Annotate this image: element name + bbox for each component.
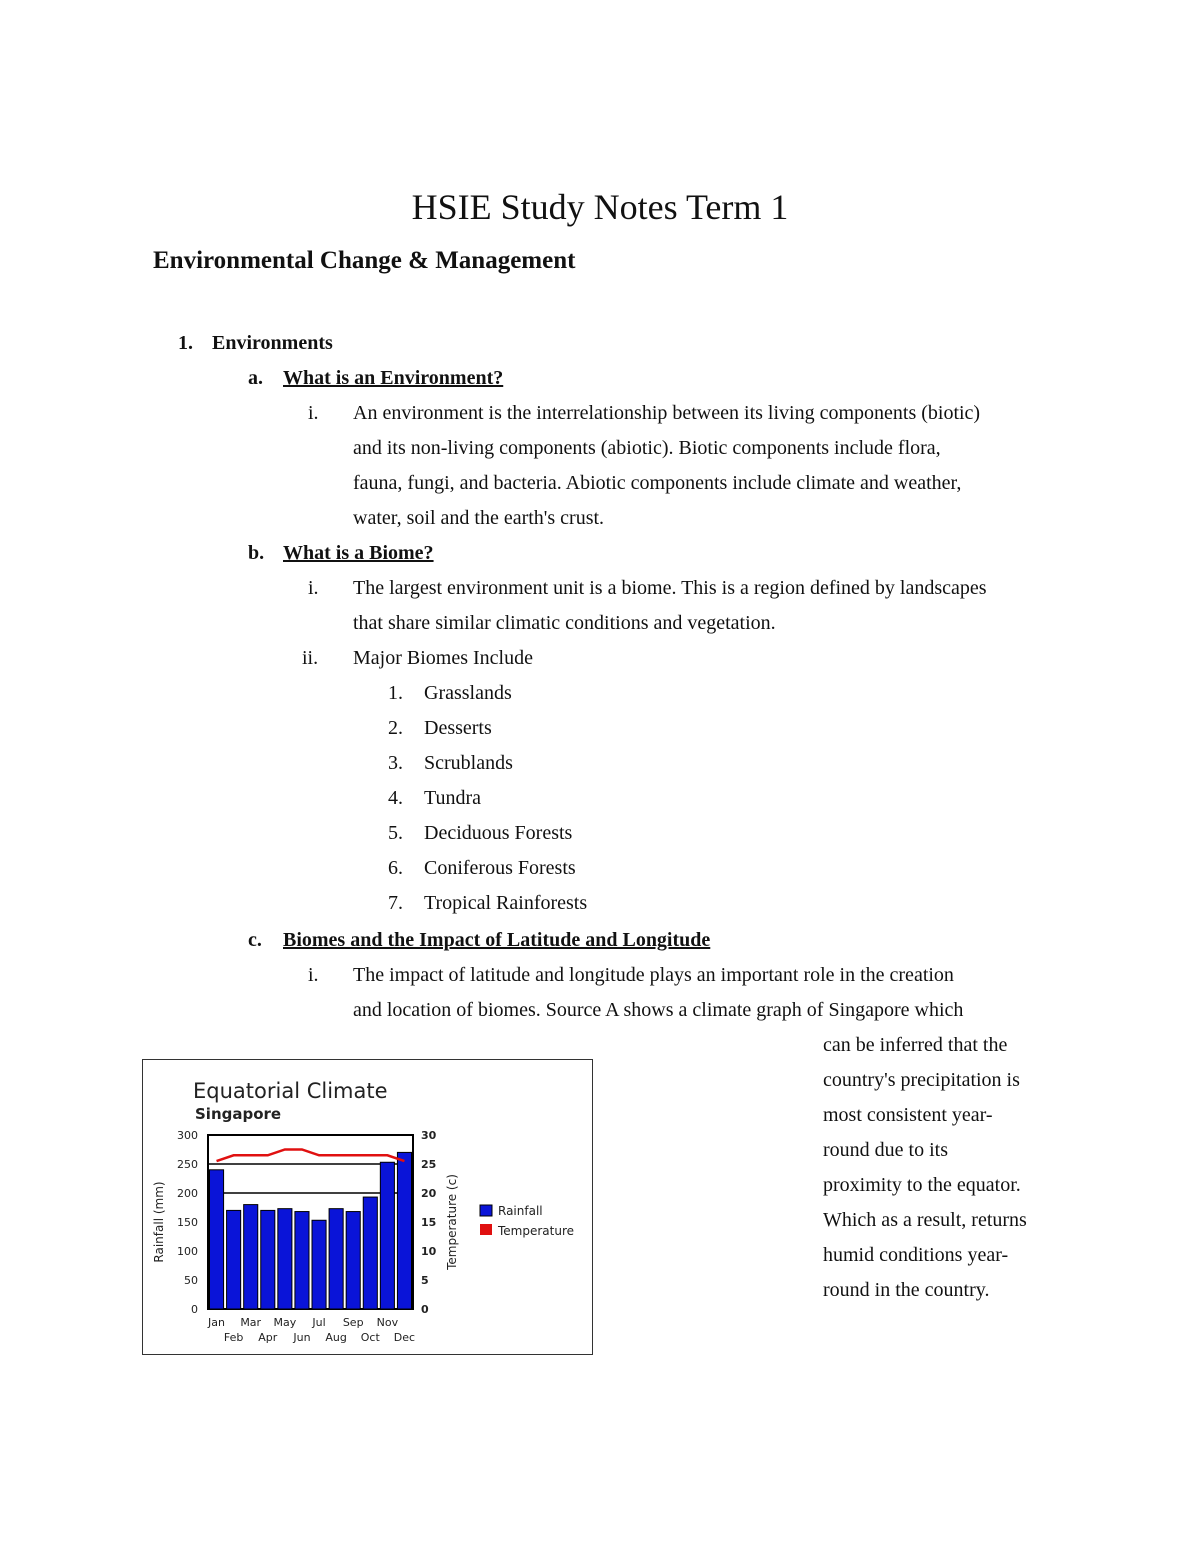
biome-name: Tropical Rainforests <box>424 892 588 914</box>
biome-list-item <box>388 746 587 781</box>
text-line: round in the country. <box>823 1279 990 1301</box>
text-line: country's precipitation is <box>823 1069 1020 1091</box>
text-line: round due to its <box>823 1139 948 1161</box>
list-roman: ii. <box>302 647 319 669</box>
biome-list <box>388 676 587 921</box>
list-number: 5. <box>388 822 403 844</box>
list-number: 2. <box>388 717 403 739</box>
list-letter: a. <box>248 367 263 389</box>
rainfall-bar-oct <box>363 1197 377 1309</box>
biomes-intro: Major Biomes Include <box>353 647 533 669</box>
chart-subtitle: Singapore <box>195 1105 282 1123</box>
list-roman: i. <box>308 402 319 424</box>
y2-tick-label: 10 <box>421 1245 437 1258</box>
rainfall-bar-mar <box>244 1205 258 1309</box>
text-line: The impact of latitude and longitude plays an important role in the creation <box>353 964 954 986</box>
y2-tick-label: 25 <box>421 1158 437 1171</box>
paragraph-environment <box>353 396 980 536</box>
chart-title: Equatorial Climate <box>193 1079 388 1103</box>
legend-label-rainfall: Rainfall <box>498 1204 543 1218</box>
subheading-biome: What is a Biome? <box>283 542 434 564</box>
text-line: Which as a result, returns <box>823 1209 1027 1231</box>
y-tick-label: 250 <box>177 1158 198 1171</box>
biome-name: Deciduous Forests <box>424 822 573 844</box>
x-tick-label: Nov <box>376 1316 399 1329</box>
paragraph-biome <box>353 571 987 641</box>
section-title-environments: Environments <box>212 332 333 354</box>
biome-name: Grasslands <box>424 682 512 704</box>
rainfall-bar-jun <box>295 1212 309 1309</box>
biome-name: Desserts <box>424 717 492 739</box>
biome-list-item <box>388 886 587 921</box>
legend-swatch-rainfall <box>480 1205 492 1216</box>
list-number: 4. <box>388 787 403 809</box>
legend-swatch-temperature <box>480 1224 492 1235</box>
rainfall-bar-dec <box>397 1152 411 1309</box>
subheading-latitude: Biomes and the Impact of Latitude and Longitude <box>283 929 711 951</box>
paragraph-side <box>823 1028 1027 1308</box>
y2-tick-label: 5 <box>421 1274 429 1287</box>
rainfall-bar-nov <box>380 1162 394 1309</box>
text-line: that share similar climatic conditions and vegetation. <box>353 612 776 634</box>
list-number: 1. <box>388 682 403 704</box>
biome-name: Coniferous Forests <box>424 857 576 879</box>
x-tick-label: Apr <box>258 1331 278 1344</box>
text-line: humid conditions year- <box>823 1244 1009 1266</box>
y2-tick-label: 30 <box>421 1129 437 1142</box>
biome-list-item <box>388 676 587 711</box>
rainfall-bar-jan <box>210 1170 224 1309</box>
x-tick-label: Jun <box>293 1331 311 1344</box>
biome-list-item <box>388 851 587 886</box>
text-line: The largest environment unit is a biome. This is a region defined by landscapes <box>353 577 987 599</box>
page-title: HSIE Study Notes Term 1 <box>411 187 789 227</box>
text-line: can be inferred that the <box>823 1034 1008 1056</box>
x-tick-label: Aug <box>325 1331 347 1344</box>
section-heading: Environmental Change & Management <box>153 247 576 274</box>
y-tick-label: 0 <box>191 1303 198 1316</box>
text-line: and its non-living components (abiotic). Biotic components include flora, <box>353 437 941 459</box>
text-line: water, soil and the earth's crust. <box>353 507 605 529</box>
rainfall-bar-jul <box>312 1220 326 1309</box>
biome-list-item <box>388 781 587 816</box>
rainfall-bar-apr <box>261 1210 275 1309</box>
y-tick-label: 200 <box>177 1187 198 1200</box>
paragraph-latitude <box>353 958 963 1028</box>
climate-chart-svg <box>143 1060 592 1354</box>
x-tick-label: Jan <box>208 1316 226 1329</box>
x-tick-label: May <box>273 1316 297 1329</box>
y2-tick-label: 15 <box>421 1216 437 1229</box>
text-line: and location of biomes. Source A shows a climate graph of Singapore which <box>353 999 964 1021</box>
list-letter: b. <box>248 542 265 564</box>
text-line: An environment is the interrelationship between its living components (biotic) <box>353 402 981 424</box>
legend-label-temperature: Temperature <box>498 1224 575 1238</box>
biome-list-item <box>388 816 587 851</box>
x-tick-label: Sep <box>342 1316 364 1329</box>
x-tick-label: Jul <box>312 1316 326 1329</box>
x-tick-label: Oct <box>360 1331 380 1344</box>
x-tick-label: Mar <box>240 1316 262 1329</box>
y-tick-label: 50 <box>184 1274 198 1287</box>
list-roman: i. <box>308 577 319 599</box>
biome-name: Scrublands <box>424 752 513 774</box>
rainfall-bar-may <box>278 1209 292 1309</box>
climate-graph <box>142 1059 593 1355</box>
list-number: 1. <box>178 332 193 354</box>
text-line: most consistent year- <box>823 1104 993 1126</box>
y-axis-label: Rainfall (mm) <box>152 1181 166 1263</box>
list-roman: i. <box>308 964 319 986</box>
biome-name: Tundra <box>424 787 482 809</box>
list-number: 7. <box>388 892 403 914</box>
biome-list-item <box>388 711 587 746</box>
x-tick-label: Feb <box>223 1331 244 1344</box>
list-number: 3. <box>388 752 403 774</box>
y-tick-label: 150 <box>177 1216 198 1229</box>
y2-axis-label: Temperature (c) <box>445 1174 459 1270</box>
subheading-environment: What is an Environment? <box>283 367 504 389</box>
list-number: 6. <box>388 857 403 879</box>
x-tick-label: Dec <box>393 1331 416 1344</box>
rainfall-bar-feb <box>227 1210 241 1309</box>
rainfall-bar-aug <box>329 1209 343 1309</box>
y-tick-label: 100 <box>177 1245 198 1258</box>
text-line: fauna, fungi, and bacteria. Abiotic components include climate and weather, <box>353 472 962 494</box>
text-line: proximity to the equator. <box>823 1174 1021 1196</box>
rainfall-bar-sep <box>346 1212 360 1309</box>
list-letter: c. <box>248 929 262 951</box>
y-tick-label: 300 <box>177 1129 198 1142</box>
y2-tick-label: 0 <box>421 1303 429 1316</box>
y2-tick-label: 20 <box>421 1187 437 1200</box>
